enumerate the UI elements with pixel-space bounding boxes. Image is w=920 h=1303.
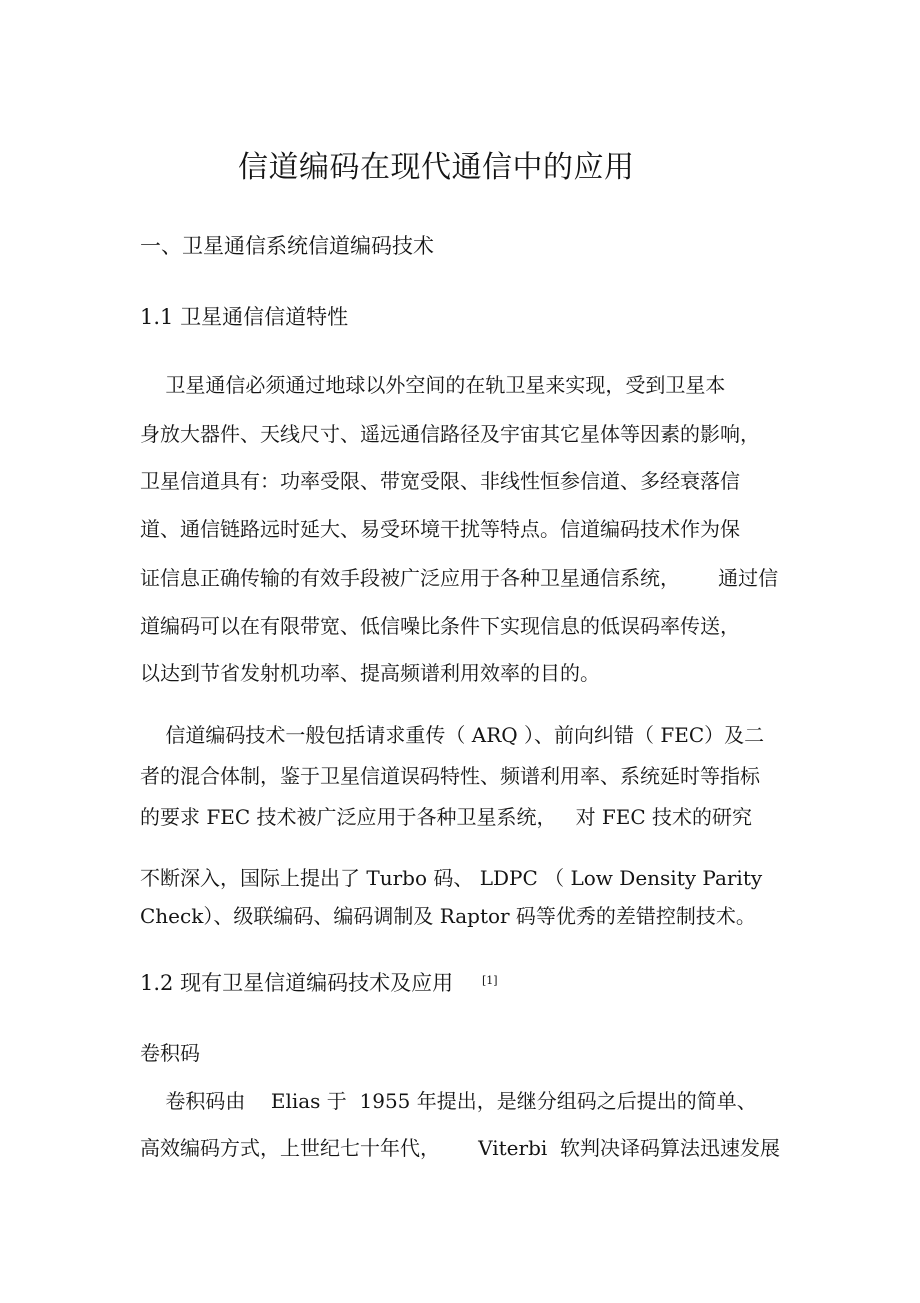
paragraph-line: 以达到节省发射机功率、提高频谱利用效率的目的。 [140, 661, 600, 685]
paragraph-line: 信道编码技术一般包括请求重传（ ARQ ）、前向纠错（ FEC）及二 [140, 723, 765, 747]
subsection-heading-1-2: 1.2 现有卫星信道编码技术及应用 [140, 971, 454, 995]
paragraph-line: 卷积码由 Elias 于 1955 年提出，是继分组码之后提出的简单、 [140, 1089, 757, 1113]
document-title: 信道编码在现代通信中的应用 [238, 150, 635, 185]
paragraph-line: 证信息正确传输的有效手段被广泛应用于各种卫星通信系统， 通过信 [140, 566, 779, 590]
paragraph-line: 道、通信链路远时延大、易受环境干扰等特点。信道编码技术作为保 [140, 517, 740, 541]
paragraph-line: 者的混合体制，鉴于卫星信道误码特性、频谱利用率、系统延时等指标 [140, 764, 760, 788]
citation-reference: [1] [482, 974, 498, 987]
subsection-heading-1-1: 1.1 卫星通信信道特性 [140, 305, 349, 329]
paragraph-line: Check）、级联编码、编码调制及 Raptor 码等优秀的差错控制技术。 [140, 904, 756, 928]
paragraph-line: 道编码可以在有限带宽、低信噪比条件下实现信息的低误码率传送， [140, 614, 740, 638]
paragraph-line: 卫星通信必须通过地球以外空间的在轨卫星来实现，受到卫星本 [140, 373, 726, 397]
paragraph-line: 身放大器件、天线尺寸、遥远通信路径及宇宙其它星体等因素的影响， [140, 422, 760, 446]
section-heading: 一、卫星通信系统信道编码技术 [140, 234, 434, 258]
paragraph-line: 高效编码方式，上世纪七十年代， Viterbi 软判决译码算法迅速发展 [140, 1136, 780, 1160]
paragraph-line: 的要求 FEC 技术被广泛应用于各种卫星系统， 对 FEC 技术的研究 [140, 805, 753, 829]
paragraph-line: 不断深入，国际上提出了 Turbo 码、 LDPC （ Low Density Parity [140, 866, 763, 890]
convolutional-code-heading: 卷积码 [140, 1041, 200, 1065]
paragraph-line: 卫星信道具有：功率受限、带宽受限、非线性恒参信道、多经衰落信 [140, 469, 740, 493]
